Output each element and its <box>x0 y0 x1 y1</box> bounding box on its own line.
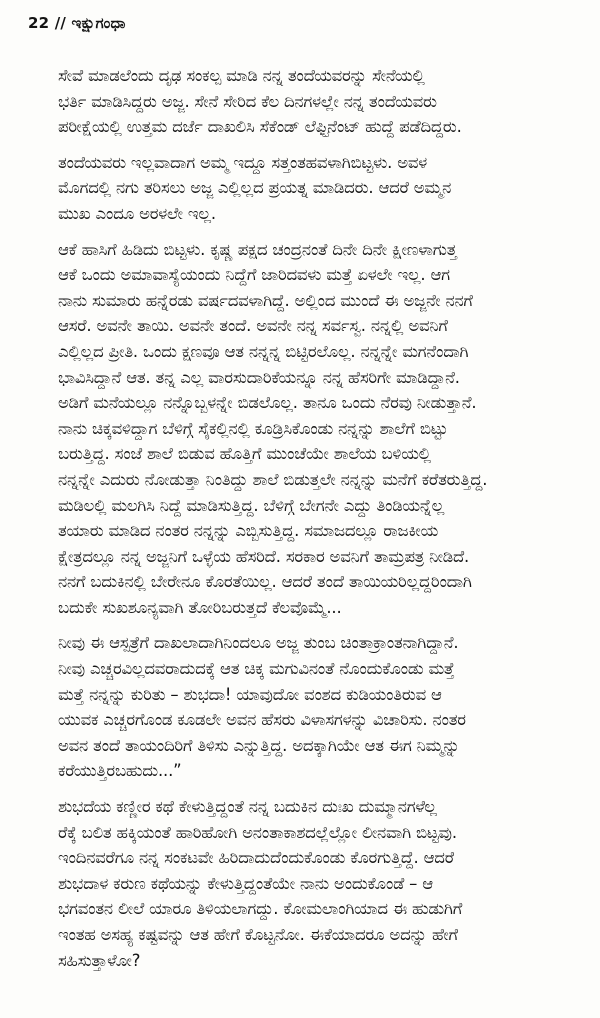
text-line: ನನ್ನನ್ನೇ ಎದುರು ನೋಡುತ್ತಾ ನಿಂತಿದ್ದು ಶಾಲೆ ಬಿಡುತ್ತಲೇ ನನ್ನನ್ನು ಮನೆಗೆ ಕರೆತರುತ್ತಿದ್ದ. <box>58 469 488 489</box>
page-number: 22 <box>28 14 50 32</box>
text-line: ಶುಭದಾಳ ಕರುಣ ಕಥೆಯನ್ನು ಕೇಳುತ್ತಿದ್ದಂತೆಯೇ ನಾನು ಅಂದುಕೊಂಡೆ – ಆ <box>58 873 433 893</box>
text-line: ರೆಕ್ಕೆ ಬಲಿತ ಹಕ್ಕಿಯಂತೆ ಹಾರಿಹೋಗಿ ಅನಂತಾಕಾಶದಲ್ಲೆಲ್ಲೋ ಲೀನವಾಗಿ ಬಿಟ್ಟವು. <box>58 822 457 842</box>
paragraph <box>58 150 582 227</box>
text-line: ನಾನು ಸುಮಾರು ಹನ್ನೆರಡು ವರ್ಷದವಳಾಗಿದ್ದೆ. ಅಲ್ಲಿಂದ ಮುಂದೆ ಈ ಅಜ್ಜನೇ ನನಗೆ <box>58 290 473 310</box>
text-line: ಭರ್ತಿ ಮಾಡಿಸಿದ್ದರು ಅಜ್ಜ. ಸೇನೆ ಸೇರಿದ ಕೆಲ ದಿನಗಳಲ್ಲೇ ನನ್ನ ತಂದೆಯವರು <box>58 91 437 111</box>
text-line: ಶುಭದೆಯ ಕಣ್ಣೀರ ಕಥೆ ಕೇಳುತ್ತಿದ್ದಂತೆ ನನ್ನ ಬದುಕಿನ ದುಃಖ ದುಮ್ಮಾನಗಳೆಲ್ಲ <box>58 797 437 817</box>
text-line: ನೀವು ಎಚ್ಚರವಿಲ್ಲದವರಾದುದಕ್ಕೆ ಆತ ಚಿಕ್ಕ ಮಗುವಿನಂತೆ ನೊಂದುಕೊಂಡು ಮತ್ತೆ <box>58 659 455 679</box>
text-line: ಬದುಕೇ ಸುಖಶೂನ್ಯವಾಗಿ ತೋರಿಬರುತ್ತದೆ ಕೆಲವೊಮ್ಮೆ... <box>58 597 342 617</box>
text-line: ಯುವಕ ಎಚ್ಚರಗೊಂಡ ಕೂಡಲೇ ಅವನ ಹೆಸರು ವಿಳಾಸಗಳನ್ನು ವಿಚಾರಿಸು. ನಂತರ <box>58 710 466 730</box>
text-line: ಆಸರೆ. ಅವನೇ ತಾಯಿ. ಅವನೇ ತಂದೆ. ಅವನೇ ನನ್ನ ಸರ್ವಸ್ವ. ನನ್ನಲ್ಲಿ ಅವನಿಗೆ <box>58 316 448 336</box>
text-line: ಕರೆಯುತ್ತಿರಬಹುದು...” <box>58 761 182 781</box>
text-line: ತಂದೆಯವರು ಇಲ್ಲವಾದಾಗ ಅಮ್ಮ ಇದ್ದೂ ಸತ್ತಂತಹವಳಾಗಿಬಿಟ್ಟಳು. ಅವಳ <box>58 152 428 172</box>
text-line: ಮುಖ ಎಂದೂ ಅರಳಲೇ ಇಲ್ಲ. <box>58 203 216 223</box>
paragraph <box>58 237 582 621</box>
text-line: ನನಗೆ ಬದುಕಿನಲ್ಲಿ ಬೇರೇನೂ ಕೊರತೆಯಿಲ್ಲ. ಆದರೆ ತಂದೆ ತಾಯಿಯರಿಲ್ಲದ್ದರಿಂದಾಗಿ <box>58 572 472 592</box>
text-line: ತಯಾರು ಮಾಡಿದ ನಂತರ ನನ್ನನ್ನು ಎಬ್ಬಿಸುತ್ತಿದ್ದ. ಸಮಾಜದಲ್ಲೂ ರಾಜಕೀಯ <box>58 521 439 541</box>
paragraph <box>58 794 582 973</box>
running-header <box>28 14 126 32</box>
text-line: ಮಡಿಲಲ್ಲಿ ಮಲಗಿಸಿ ನಿದ್ದೆ ಮಾಡಿಸುತ್ತಿದ್ದ. ಬೆಳಿಗ್ಗೆ ಬೇಗನೇ ಎದ್ದು ತಿಂಡಿಯನ್ನೆಲ್ಲ <box>58 495 445 515</box>
page-body <box>58 63 582 983</box>
text-line: ಸಹಿಸುತ್ತಾಳೋ? <box>58 950 141 970</box>
text-line: ಎಲ್ಲಿಲ್ಲದ ಪ್ರೀತಿ. ಒಂದು ಕ್ಷಣವೂ ಆತ ನನ್ನನ್ನ ಬಿಟ್ಟಿರಲೊಲ್ಲ. ನನ್ನನ್ನೇ ಮಗನೆಂದಾಗಿ <box>58 341 469 361</box>
text-line: ನೀವು ಈ ಆಸ್ಪತ್ರೆಗೆ ದಾಖಲಾದಾಗಿನಿಂದಲೂ ಅಜ್ಜ ತುಂಬ ಚಿಂತಾಕ್ರಾಂತನಾಗಿದ್ದಾನೆ. <box>58 633 459 653</box>
text-line: ಮೊಗದಲ್ಲಿ ನಗು ತರಿಸಲು ಅಜ್ಜ ಎಲ್ಲಿಲ್ಲದ ಪ್ರಯತ್ನ ಮಾಡಿದರು. ಆದರೆ ಅಮ್ಮನ <box>58 178 452 198</box>
book-title: ಇಕ್ಷುಗಂಧಾ <box>71 14 126 32</box>
text-line: ಬರುತ್ತಿದ್ದ. ಸಂಜೆ ಶಾಲೆ ಬಿಡುವ ಹೊತ್ತಿಗೆ ಮುಂಚೆಯೇ ಶಾಲೆಯ ಬಳಿಯಲ್ಲಿ <box>58 444 431 464</box>
text-line: ಅವನ ತಂದೆ ತಾಯಂದಿರಿಗೆ ತಿಳಿಸು ಎನ್ನುತ್ತಿದ್ದ. ಅದಕ್ಕಾಗಿಯೇ ಆತ ಈಗ ನಿಮ್ಮನ್ನು <box>58 735 460 755</box>
text-line: ಕ್ಷೇತ್ರದಲ್ಲೂ ನನ್ನ ಅಜ್ಜನಿಗೆ ಒಳ್ಳೆಯ ಹೆಸರಿದೆ. ಸರಕಾರ ಅವನಿಗೆ ತಾಮ್ರಪತ್ರ ನೀಡಿದೆ. <box>58 546 470 566</box>
text-line: ಆಕೆ ಒಂದು ಅಮಾವಾಸ್ಯೆಯಂದು ನಿದ್ದೆಗೆ ಜಾರಿದವಳು ಮತ್ತೆ ಏಳಲೇ ಇಲ್ಲ. ಆಗ <box>58 265 450 285</box>
paragraph <box>58 630 582 784</box>
text-line: ಇಂತಹ ಅಸಹ್ಯ ಕಷ್ಟವನ್ನು ಆತ ಹೇಗೆ ಕೊಟ್ಟನೋ. ಈಕೆಯಾದರೂ ಅದನ್ನು ಹೇಗೆ <box>58 925 458 944</box>
text-line: ಸೇವೆ ಮಾಡಲೆಂದು ದೃಢ ಸಂಕಲ್ಪ ಮಾಡಿ ನನ್ನ ತಂದೆಯವರನ್ನು ಸೇನೆಯಲ್ಲಿ <box>58 66 425 85</box>
text-line: ಆಕೆ ಹಾಸಿಗೆ ಹಿಡಿದು ಬಿಟ್ಟಳು. ಕೃಷ್ಣ ಪಕ್ಷದ ಚಂದ್ರನಂತೆ ದಿನೇ ದಿನೇ ಕ್ಷೀಣಳಾಗುತ್ತ <box>58 239 457 259</box>
text-line: ಪರೀಕ್ಷೆಯಲ್ಲಿ ಉತ್ತಮ ದರ್ಜೆ ದಾಖಲಿಸಿ ಸೆಕೆಂಡ್ ಲೆಫ್ಟಿನೆಂಟ್ ಹುದ್ದೆ ಪಡೆದಿದ್ದರು. <box>58 117 462 137</box>
text-line: ಮತ್ತೆ ನನ್ನನ್ನು ಕುರಿತು – ಶುಭದಾ! ಯಾವುದೋ ವಂಶದ ಕುಡಿಯಂತಿರುವ ಆ <box>58 684 442 704</box>
text-line: ಅಡಿಗೆ ಮನೆಯಲ್ಲೂ ನನ್ನೊಬ್ಬಳನ್ನೇ ಬಿಡಲೊಲ್ಲ. ತಾನೂ ಒಂದು ನೆರವು ನೀಡುತ್ತಾನೆ. <box>58 393 477 413</box>
text-line: ಭಗವಂತನ ಲೀಲೆ ಯಾರೂ ತಿಳಿಯಲಾಗದ್ದು. ಕೋಮಲಾಂಗಿಯಾದ ಈ ಹುಡುಗಿಗೆ <box>58 899 463 919</box>
text-line: ಭಾವಿಸಿದ್ದಾನೆ ಆತ. ತನ್ನ ಎಲ್ಲ ವಾರಸುದಾರಿಕೆಯನ್ನೂ ನನ್ನ ಹೆಸರಿಗೇ ಮಾಡಿದ್ದಾನೆ. <box>58 367 460 387</box>
text-line: ಇಂದಿನವರೆಗೂ ನನ್ನ ಸಂಕಟವೇ ಹಿರಿದಾದುದೆಂದುಕೊಂಡು ಕೊರಗುತ್ತಿದ್ದೆ. ಆದರೆ <box>58 848 454 868</box>
header-separator: // <box>54 14 67 32</box>
text-line: ನಾನು ಚಿಕ್ಕವಳಿದ್ದಾಗ ಬೆಳಿಗ್ಗೆ ಸೈಕಲ್ಲಿನಲ್ಲಿ ಕೂಡ್ರಿಸಿಕೊಂಡು ನನ್ನನ್ನು ಶಾಲೆಗೆ ಬಿಟ್ಟು <box>58 418 448 438</box>
paragraph <box>58 63 582 140</box>
